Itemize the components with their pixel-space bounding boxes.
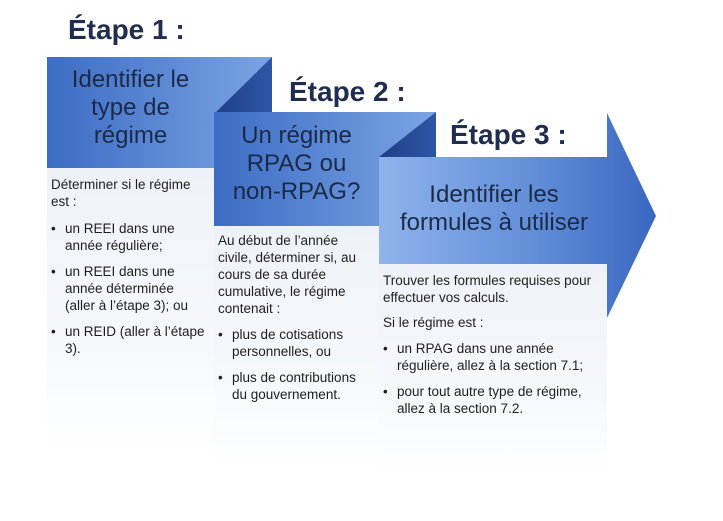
step2-body (218, 232, 378, 403)
step2-heading-line: Un régime (241, 122, 352, 149)
step2-heading-line: RPAG ou (246, 150, 347, 177)
list-item: • un REEI dans une année régulière; (51, 220, 213, 254)
step3-body (383, 272, 607, 417)
list-item: • plus de cotisations personnelles, ou (218, 326, 378, 360)
step2-list (218, 326, 378, 403)
step2-heading (214, 122, 379, 206)
step2-title: Étape 2 : (289, 76, 406, 107)
step1-title: Étape 1 : (68, 14, 185, 45)
step1-body (51, 176, 213, 357)
step1-heading (47, 66, 214, 150)
list-item: • plus de contributions du gouvernement. (218, 369, 378, 403)
step3-title: Étape 3 : (450, 119, 567, 150)
step2-heading-line: non-RPAG? (232, 178, 361, 205)
step3-heading-line: Identifier les (429, 181, 559, 208)
step1-heading-line: type de (91, 94, 170, 121)
step1-fold (214, 57, 272, 114)
step1-list (51, 220, 213, 357)
list-item: • un REID (aller à l’étape 3). (51, 323, 213, 357)
step1-heading-line: régime (93, 122, 168, 149)
list-item: • pour tout autre type de régime, allez à la section 7.2. (383, 383, 607, 417)
step3-heading (379, 181, 609, 237)
list-item: • un REEI dans une année déterminée (aller à l’étape 3); ou (51, 263, 213, 314)
step3-heading-line: formules à utiliser (399, 209, 589, 236)
step2-intro: Au début de l’année civile, déterminer si, au cours de sa durée cumulative, le régime contenait : (218, 233, 357, 316)
step3-list (383, 340, 607, 417)
step3-intro2: Si le régime est : (383, 315, 484, 330)
step1-intro: Déterminer si le régime est : (51, 177, 191, 209)
step1-heading-line: Identifier le (71, 66, 190, 93)
step3-intro: Trouver les formules requises pour effectuer vos calculs. (383, 273, 592, 305)
list-item: • un RPAG dans une année régulière, allez à la section 7.1; (383, 340, 607, 374)
